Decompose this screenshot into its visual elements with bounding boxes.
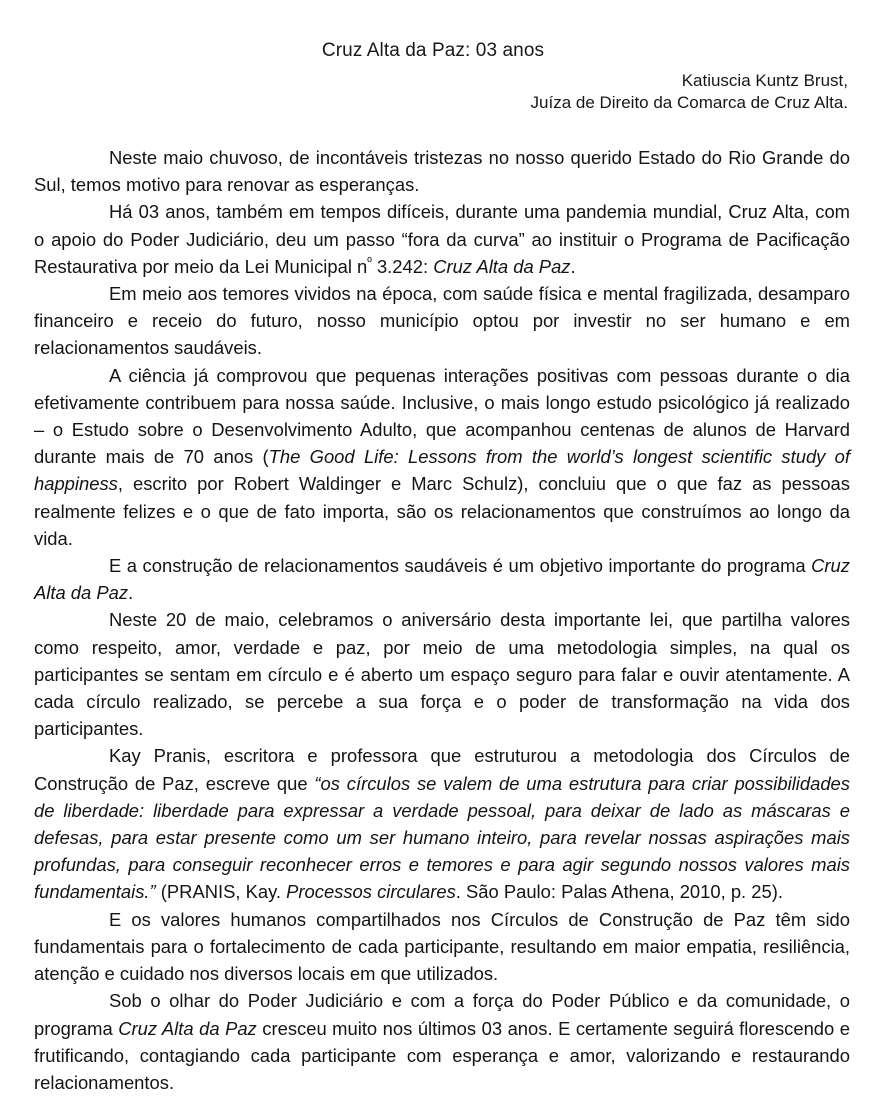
paragraph: A ciência já comprovou que pequenas interações positivas com pessoas durante o dia efetivamente contribuem para nossa saúde. Inclusive, o mais longo estudo psicológico já realizado – o Estudo sobre o Desenvolvimento Adulto, que acompanhou centenas de alunos de Harvard durante mais de 70 anos (The Good Life: Lessons from the world’s longest scientific study of happiness, escrito por Robert Waldinger e Marc Schulz), concluiu que o que faz as pessoas realmente felizes e o que de fato importa, são os relacionamentos que construímos ao longo da vida. (34, 364, 851, 549)
emphasis-text: Processos circulares (286, 881, 456, 903)
emphasis-text: Cruz Alta da Paz (433, 255, 571, 277)
byline-role: Juíza de Direito da Comarca de Cruz Alta. (530, 93, 848, 112)
emphasis-text: The Good Life: Lessons from the world’s longest scientific study of happiness (34, 446, 851, 495)
body-text (34, 144, 850, 1096)
emphasis-text: Cruz Alta da Paz (118, 1017, 257, 1039)
paragraph: E a construção de relacionamentos saudáveis é um objetivo importante do programa Cruz Alta da Paz. (34, 555, 850, 604)
page-title: Cruz Alta da Paz: 03 anos (321, 40, 545, 61)
emphasis-text: “os círculos se valem de uma estrutura para criar possibilidades de liberdade: liberdade para expressar a verdade pessoal, para deixar de lado as máscaras e defesas, para estar presente como um ser humano inteiro, para revelar nossas aspirações mais profundas, para conseguir reconhecer erros e temores e para agir segundo nossos valores mais fundamentais.” (34, 772, 850, 903)
paragraph: Sob o olhar do Poder Judiciário e com a força do Poder Público e da comunidade, o programa Cruz Alta da Paz cresceu muito nos últimos 03 anos. E certamente seguirá florescendo e frutificando, contagiando cada participante com esperança e amor, valorizando e restaurando relacionamentos. (34, 990, 851, 1093)
paragraph: Em meio aos temores vividos na época, com saúde física e mental fragilizada, desamparo financeiro e receio do futuro, nosso município optou por investir no ser humano e em relacionamentos saudáveis. (34, 283, 850, 359)
byline-author: Katiuscia Kuntz Brust, (681, 71, 848, 90)
paragraph: Neste maio chuvoso, de incontáveis tristezas no nosso querido Estado do Rio Grande do Sul, temos motivo para renovar as esperanças. (34, 147, 850, 196)
ordinal-indicator: º (367, 254, 372, 269)
paragraph: Kay Pranis, escritora e professora que estruturou a metodologia dos Círculos de Construção de Paz, escreve que “os círculos se valem de uma estrutura para criar possibilidades de liberdade: liberdade para expressar a verdade pessoal, para deixar de lado as máscaras e defesas, para estar presente como um ser humano inteiro, para revelar nossas aspirações mais profundas, para conseguir reconhecer erros e temores e para agir segundo nossos valores mais fundamentais.” (PRANIS, Kay. Processos circulares. São Paulo: Palas Athena, 2010, p. 25). (34, 745, 850, 903)
emphasis-text: Cruz Alta da Paz (34, 555, 850, 604)
paragraph: Neste 20 de maio, celebramos o aniversário desta importante lei, que partilha valores como respeito, amor, verdade e paz, por meio de uma metodologia simples, na qual os participantes se sentam em círculo e é aberto um espaço seguro para falar e ouvir atentamente. A cada círculo realizado, se percebe a sua força e o poder de transformação na vida dos participantes. (34, 609, 850, 740)
paragraph: E os valores humanos compartilhados nos Círculos de Construção de Paz têm sido fundamentais para o fortalecimento de cada participante, resultando em maior empatia, resiliência, atenção e cuidado nos diversos locais em que utilizados. (34, 908, 850, 985)
byline (34, 70, 850, 114)
paragraph: Há 03 anos, também em tempos difíceis, durante uma pandemia mundial, Cruz Alta, com o apoio do Poder Judiciário, deu um passo “fora da curva” ao instituir o Programa de Pacificação Restaurativa por meio da Lei Municipal $n^º$ 3.242: Cruz Alta da Paz. (34, 201, 850, 277)
